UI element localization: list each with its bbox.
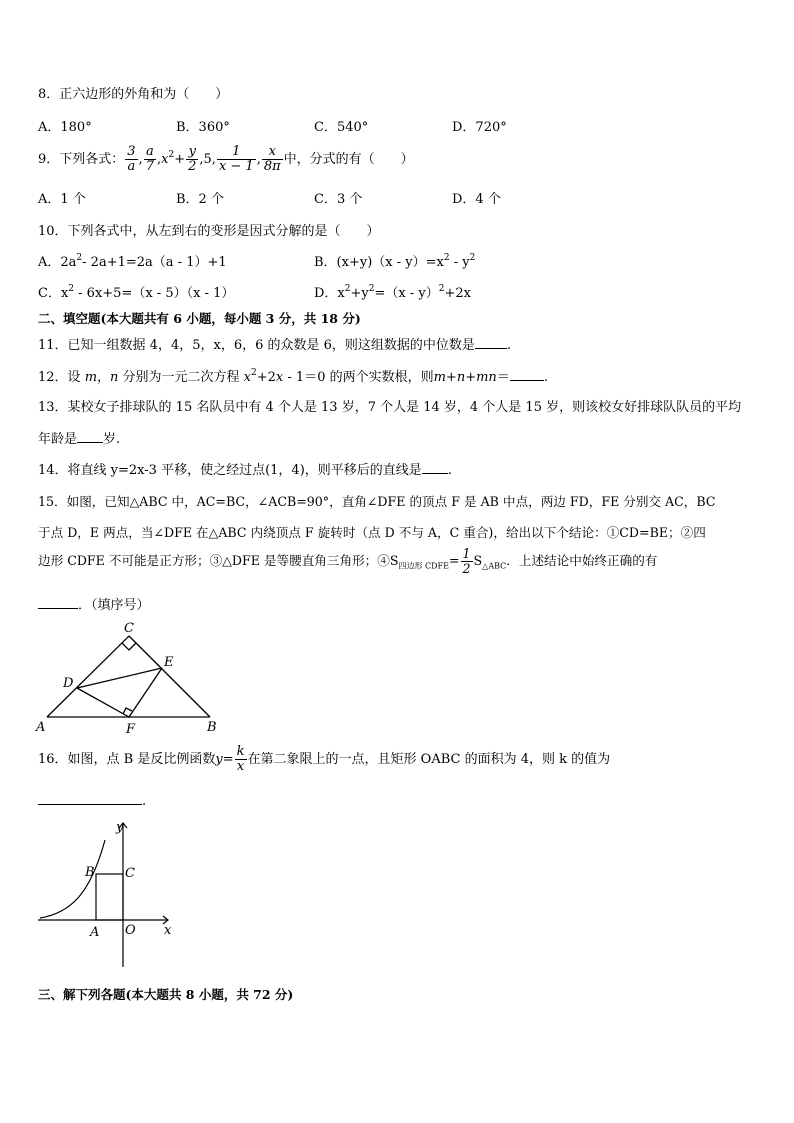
q10-stem: 10．下列各式中，从左到右的变形是因式分解的是（ ） xyxy=(38,224,380,239)
label-f: F xyxy=(126,722,136,737)
q14-answer-blank[interactable] xyxy=(422,461,448,474)
q8-option-a: A．180° xyxy=(38,120,92,135)
rectangle-oabc xyxy=(96,874,123,920)
side-ac xyxy=(47,636,129,717)
label-d: D xyxy=(63,676,74,691)
q15-line3: 边形 CDFE 不可能是正方形；③△DFE 是等腰直角三角形；$④S_{四边形 CDFE}=$ $\frac{1}{2}$ $S_{\triangle ABC}$．上述结论中始终正确的有 xyxy=(38,546,658,576)
q10-option-b: B．$(x+y)(x - y)=x^2 - y^2$ xyxy=(314,253,476,270)
segment-de xyxy=(77,668,162,688)
right-angle-mark-f xyxy=(123,708,132,714)
q9-fraction-5: $\frac{x}{8\pi}$ xyxy=(263,144,281,174)
section3-heading: 三、解下列各题(本大题共 8 小题，共 72 分) xyxy=(38,987,294,1002)
label-c: C xyxy=(124,621,134,636)
segment-df xyxy=(77,688,129,717)
q8-option-b: B．360° xyxy=(176,120,230,135)
label-b: B xyxy=(85,865,95,880)
q15-line4: ．（填序号） xyxy=(38,594,150,613)
q8-stem: 8．正六边形的外角和为（ ） xyxy=(38,87,229,102)
q8-option-d: D．720° xyxy=(452,120,507,135)
q13-answer-blank[interactable] xyxy=(77,430,103,443)
q9-fraction-1: $\frac{3}{a}$ xyxy=(127,144,136,174)
q13-line1: 13．某校女子排球队的 15 名队员中有 4 个人是 13 岁，7 个人是 14 岁，4 个人是 15 岁，则该校女好排球队队员的平均 xyxy=(38,400,742,415)
q16-answer-blank[interactable] xyxy=(38,792,142,805)
q15-answer-blank[interactable] xyxy=(38,596,78,609)
q9-prefix: 9．下列各式： xyxy=(38,152,125,167)
q16-answer-line: . xyxy=(38,792,146,809)
label-x: x xyxy=(164,923,172,938)
label-y: y xyxy=(116,820,124,835)
q8-option-c: C．540° xyxy=(314,120,369,135)
q9-fraction-2: $\frac{a}{7}$ xyxy=(145,144,154,174)
q10-option-d: D．$x^2+y^2=(x - y)^2+2x$ xyxy=(314,284,471,301)
label-c: C xyxy=(125,866,135,881)
q15-fraction: $\frac{1}{2}$ xyxy=(462,546,471,576)
q13-line2: 年龄是 岁. xyxy=(38,432,121,447)
q16-hyperbola-figure xyxy=(30,815,190,975)
label-b: B xyxy=(207,720,217,735)
q15-line2: 于点 D，E 两点，当∠DFE 在△ABC 内绕顶点 F 旋转时（点 D 不与 A，C 重合)，给出以下个结论：①CD=BE；②四 xyxy=(38,525,706,540)
section2-heading: 二、填空题(本大题共有 6 小题，每小题 3 分，共 18 分) xyxy=(38,311,361,326)
q9-option-d: D．4 个 xyxy=(452,192,501,207)
side-bc xyxy=(129,636,210,717)
q9-stem: 9．下列各式： $\frac{3}{a}$ , $\frac{a}{7}$ $,x^2+$ $\frac{y}{2}$ ,5, $\frac{1}{x - 1}$ , $\frac{x}{8\pi}$ 中，分式的有（ ） xyxy=(38,144,414,174)
q9-option-a: A．1 个 xyxy=(38,192,86,207)
q9-suffix: 中，分式的有（ ） xyxy=(283,152,414,167)
q16-fraction: $\frac{k}{x}$ xyxy=(236,744,245,774)
q14-stem: 14．将直线 y=2x-3 平移，使之经过点(1，4)，则平移后的直线是 . xyxy=(38,463,452,478)
q9-option-b: B．2 个 xyxy=(176,192,224,207)
q15-triangle-figure xyxy=(30,618,230,738)
q9-fraction-4: $\frac{1}{x - 1}$ xyxy=(218,144,254,174)
q9-fraction-3: $\frac{y}{2}$ xyxy=(188,144,197,174)
q12-answer-blank[interactable] xyxy=(510,368,544,381)
label-o: O xyxy=(125,923,136,938)
label-e: E xyxy=(164,655,174,670)
q12-stem: 12．设 m，n 分别为一元二次方程 $x^2+2x - 1=0$ 的两个实数根，则m+n+mn＝ . xyxy=(38,368,548,385)
q10-option-a: A．$2a^2-$ 2a+1=2a（a - 1）+1 xyxy=(38,253,227,270)
hyperbola-curve xyxy=(40,840,105,918)
q15-line1: 15．如图，已知△ABC 中，AC=BC，∠ACB=90°，直角∠DFE 的顶点 F 是 AB 中点，两边 FD，FE 分别交 AC，BC xyxy=(38,494,716,509)
right-angle-mark-c xyxy=(122,643,136,650)
q10-option-c: C．$x^2 - 6x+5=(x - 5)(x - 1)$ xyxy=(38,284,235,301)
label-a: A xyxy=(90,925,100,940)
segment-fe xyxy=(129,668,162,717)
q9-option-c: C．3 个 xyxy=(314,192,363,207)
q11-answer-blank[interactable] xyxy=(475,336,507,349)
label-a: A xyxy=(36,720,46,735)
q11-stem: 11．已知一组数据 4，4，5，x，6，6 的众数是 6，则这组数据的中位数是 . xyxy=(38,338,512,353)
q16-stem: 16．如图，点 B 是反比例函数y= $\frac{k}{x}$ 在第二象限上的一点，且矩形 OABC 的面积为 4，则 k 的值为 xyxy=(38,744,611,774)
